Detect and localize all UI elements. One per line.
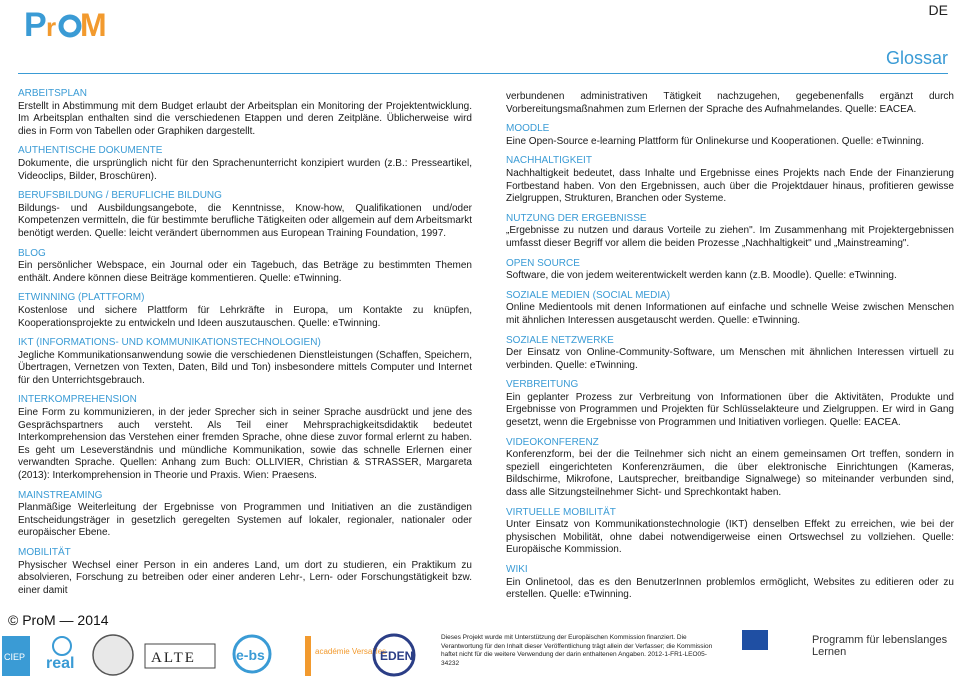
glossary-entry: [506, 335, 954, 373]
glossary-term: BERUFSBILDUNG / BERUFLICHE BILDUNG: [18, 190, 222, 202]
glossary-term: IKT (INFORMATIONS- UND KOMMUNIKATIONSTECHNOLOGIEN): [18, 337, 321, 349]
glossary-term: BLOG: [18, 247, 46, 259]
copyright: © ProM — 2014: [8, 612, 109, 628]
glossary-definition: Der Einsatz von Online-Community-Software, um Menschen mit ähnlichen Interessen virtuell zu verbinden. Quelle: eTwinning.: [506, 347, 954, 371]
glossary-definition: Software, die von jedem weiterentwickelt werden kann (z.B. Moodle). Quelle: eTwinning.: [506, 270, 897, 282]
glossary-term: MOODLE: [506, 123, 550, 135]
academie-logo: académie Versailles: [315, 647, 387, 656]
svg-text:M: M: [80, 7, 107, 42]
university-seal: [93, 635, 133, 675]
glossary-entry: [18, 337, 472, 387]
glossary-left-column: [18, 88, 472, 604]
glossary-entry: [506, 213, 954, 251]
glossary-term: SOZIALE MEDIEN (SOCIAL MEDIA): [506, 289, 671, 301]
eden-logo: EDEN: [380, 649, 414, 663]
academie-logo-bar: [305, 636, 311, 676]
glossary-entry: [18, 88, 472, 138]
glossary-entry: [506, 437, 954, 500]
page-title: Glossar: [885, 48, 948, 68]
svg-text:r: r: [46, 12, 57, 42]
alte-logo: ALTE: [151, 650, 196, 666]
glossary-definition: Dokumente, die ursprünglich nicht für den Sprachenunterricht konzipiert wurden (z.B.: Presseartikel, Videoclips, Bilder, Broschüren).: [18, 157, 472, 182]
glossary-entry: [18, 248, 472, 286]
glossary-term: VERBREITUNG: [506, 379, 579, 391]
language-label[interactable]: DE: [928, 2, 948, 18]
glossary-definition: Konferenzform, bei der die Teilnehmer sich nicht an einem gemeinsamen Ort treffen, sondern in speziell eingerichteten Konferenzräumen, die über elektronische Einrichtungen (Kameras, Bildschirme, Mikrofone, Lautsprecher, breitbandige Signalwege) so miteinander verbunden sind, dass alle Sitzungsteilnehmer Sicht- und Sprechkontakt haben.: [506, 449, 954, 499]
glossary-term: MOBILITÄT: [18, 547, 71, 558]
glossary-term: INTERKOMPREHENSION: [18, 394, 137, 406]
glossary-definition: Ein persönlicher Webspace, ein Journal oder ein Tagebuch, das Beträge zu bestimmten Themen enthält. Andere können diese Beiträge kommentieren. Quelle: eTwinning.: [18, 260, 472, 284]
glossary-term: WIKI: [506, 564, 528, 575]
glossary-definition: Bildungs- und Ausbildungsangebote, die Kenntnisse, Know-how, Qualifikationen und/oder Kompetenzen vermitteln, die für bestimmte berufliche Tätigkeiten oder allgemein auf dem Arbeitsmarkt benötigt werden. Quelle: leicht verändert übernommen aus European Training Foundation, 1997.: [18, 202, 472, 239]
real-logo: real: [46, 655, 75, 672]
glossary-entry: [18, 547, 472, 597]
glossary-definition: Physischer Wechsel einer Person in ein anderes Land, um dort zu studieren, ein Praktikum zu absolvieren, Forschung zu betreiben oder einer anderen Lehr-, Lern- oder Forschungstätigkeit bzw. einer damit: [18, 559, 472, 596]
glossary-entry: [18, 292, 472, 330]
glossary-entry: [506, 564, 954, 602]
title-rule: [18, 73, 948, 74]
glossary-term: OPEN SOURCE: [506, 257, 580, 269]
eu-disclaimer: Dieses Projekt wurde mit Unterstützung der Europäischen Kommission finanziert. Die Verantwortung für den Inhalt dieser Veröffentlichung trägt allein der Verfasser; die Kommission haftet nicht für die weitere Verwendung der darin enthaltenen Angaben. 2012-1-FR1-LEO05-34232: [441, 634, 713, 667]
ciep-logo-text: CIEP: [4, 652, 26, 662]
glossary-definition: Jegliche Kommunikationsanwendung sowie die verschiedenen Dienstleistungen (Schaffen, Speichern, Übertragen, Vernetzen von Texten, Daten, Bild und Ton) insbesondere mittels Computer und Internet für den Unterrichtsgebrauch.: [18, 349, 472, 386]
glossary-entry: [18, 394, 472, 482]
glossary-definition: Eine Open-Source e-learning Plattform für Onlinekurse und Kooperationen. Quelle: eTwinning.: [506, 135, 925, 147]
glossary-definition: „Ergebnisse zu nutzen und daraus Vorteile zu ziehen". Im Zusammenhang mit Projektergebnissen umfasst dieser Begriff vor allem die beiden Prozesse „Nachhaltigkeit" und „Mainstreaming".: [506, 225, 954, 249]
glossary-entry: [18, 190, 472, 240]
title-bar: [18, 48, 948, 74]
continued-definition: [506, 91, 954, 116]
glossary-definition: Eine Form zu kommunizieren, in der jeder Sprecher sich in seiner Sprache ausdrückt und jene des Gesprächspartners auch versteht. Als Teil einer Mehrsprachigkeitsdidaktik bedeutet Interkomprehension das Verstehen einer fremden Sprache, ohne diese zuvor formal erlernt zu haben. Es geht um Leseverständnis und mündliche Kommunikation, sowie das schnelle Erlernen einer verwandten Sprache. Quellen: Anhang zum Buch: OLLIVIER, Christian & STRASSER, Margareta (2013): Interkomprehension in Theorie und Praxis. Wien: Praesens.: [18, 407, 472, 482]
glossary-definition: Nachhaltigkeit bedeutet, dass Inhalte und Ergebnisse eines Projekts nach Ende der Finanzierung Fortbestand haben. Von den Ergebnissen, auch über die Projektdauer hinaus, profitieren gewisse Zielgruppen, Strukturen, Branchen oder Systeme.: [506, 167, 954, 205]
glossary-definition: Unter Einsatz von Kommunikationstechnologie (IKT) denselben Effekt zu erreichen, wie bei der physischen Mobilität, ohne dabei notwendigerweise einen Ortswechsel zu vollziehen. Quelle: Europäische Kommission.: [506, 519, 954, 556]
glossary-term: AUTHENTISCHE DOKUMENTE: [18, 145, 163, 157]
glossary-entry: [506, 290, 954, 328]
glossary-definition: verbundenen administrativen Tätigkeit nachzugehen, gegebenenfalls ergänzt durch Vorbereitungsmaßnahmen zum Erlernen der Sprache des Aufnahmelandes. Quelle: EACEA.: [506, 91, 954, 115]
glossary-definition: Online Medientools mit denen Informationen auf einfache und schnelle Weise zwischen Menschen mit ähnlichen Interessen ausgetauscht werden. Quelle: eTwinning.: [506, 302, 954, 326]
ebs-logo: e-bs: [236, 647, 265, 663]
glossary-term: SOZIALE NETZWERKE: [506, 334, 614, 346]
real-logo-mark: [53, 637, 71, 655]
glossary-entry: [18, 490, 472, 540]
glossary-term: NUTZUNG DER ERGEBNISSE: [506, 212, 647, 224]
glossary-term: VIDEOKONFERENZ: [506, 436, 599, 448]
glossary-right-column: [506, 91, 954, 609]
glossary-term: NACHHALTIGKEIT: [506, 155, 592, 167]
glossary-definition: Ein Onlinetool, das es den BenutzerInnen problemlos ermöglicht, Websites zu editieren oder zu erstellen. Quelle: eTwinning.: [506, 576, 954, 601]
glossary-term: ARBEITSPLAN: [18, 88, 87, 99]
glossary-entry: [506, 155, 954, 205]
glossary-definition: Kostenlose und sichere Plattform für Lehrkräfte in Europa, um Kontakte zu knüpfen, Kooperationsprojekte zu entwickeln und Ideen auszutauschen. Quelle: eTwinning.: [18, 304, 472, 329]
glossary-definition: Planmäßige Weiterleitung der Ergebnisse von Programmen und Initiativen an die zuständigen Entscheidungsträger in gesetzlich geregelten Systemen auf lokaler, regionaler, nationaler oder europäischer Ebene.: [18, 502, 472, 539]
glossary-entry: [506, 123, 954, 148]
eu-programme-label: Programm für lebenslanges Lernen: [812, 634, 948, 658]
prom-logo: [24, 4, 114, 42]
glossary-definition: Ein geplanter Prozess zur Verbreitung von Informationen über die Aktivitäten, Produkte und Ergebnisse von Programmen und Projekten für Schlüsselakteure und Zielgruppen. Er wird in Gang gesetzt, wenn die Ergebnisse von Programmen und Initiativen vorliegen. Quelle: EACEA.: [506, 391, 954, 429]
glossary-term: VIRTUELLE MOBILITÄT: [506, 506, 616, 518]
partner-logos: [0, 630, 430, 682]
glossary-term: ETWINNING (PLATTFORM): [18, 292, 145, 304]
glossary-term: MAINSTREAMING: [18, 489, 103, 501]
glossary-entry: [506, 379, 954, 429]
eu-flag-icon: [742, 630, 768, 650]
glossary-entry: [506, 507, 954, 557]
glossary-entry: [18, 145, 472, 183]
svg-text:P: P: [24, 6, 47, 42]
glossary-definition: Erstellt in Abstimmung mit dem Budget erlaubt der Arbeitsplan ein Monitoring der Projektentwicklung. Im Arbeitsplan enthalten sind die verschiedenen Etappen und deren Zeitpläne. Üblicherweise wird dies in Form von Tabellen oder Graphiken dargestellt.: [18, 100, 472, 137]
glossary-entry: [506, 258, 954, 283]
